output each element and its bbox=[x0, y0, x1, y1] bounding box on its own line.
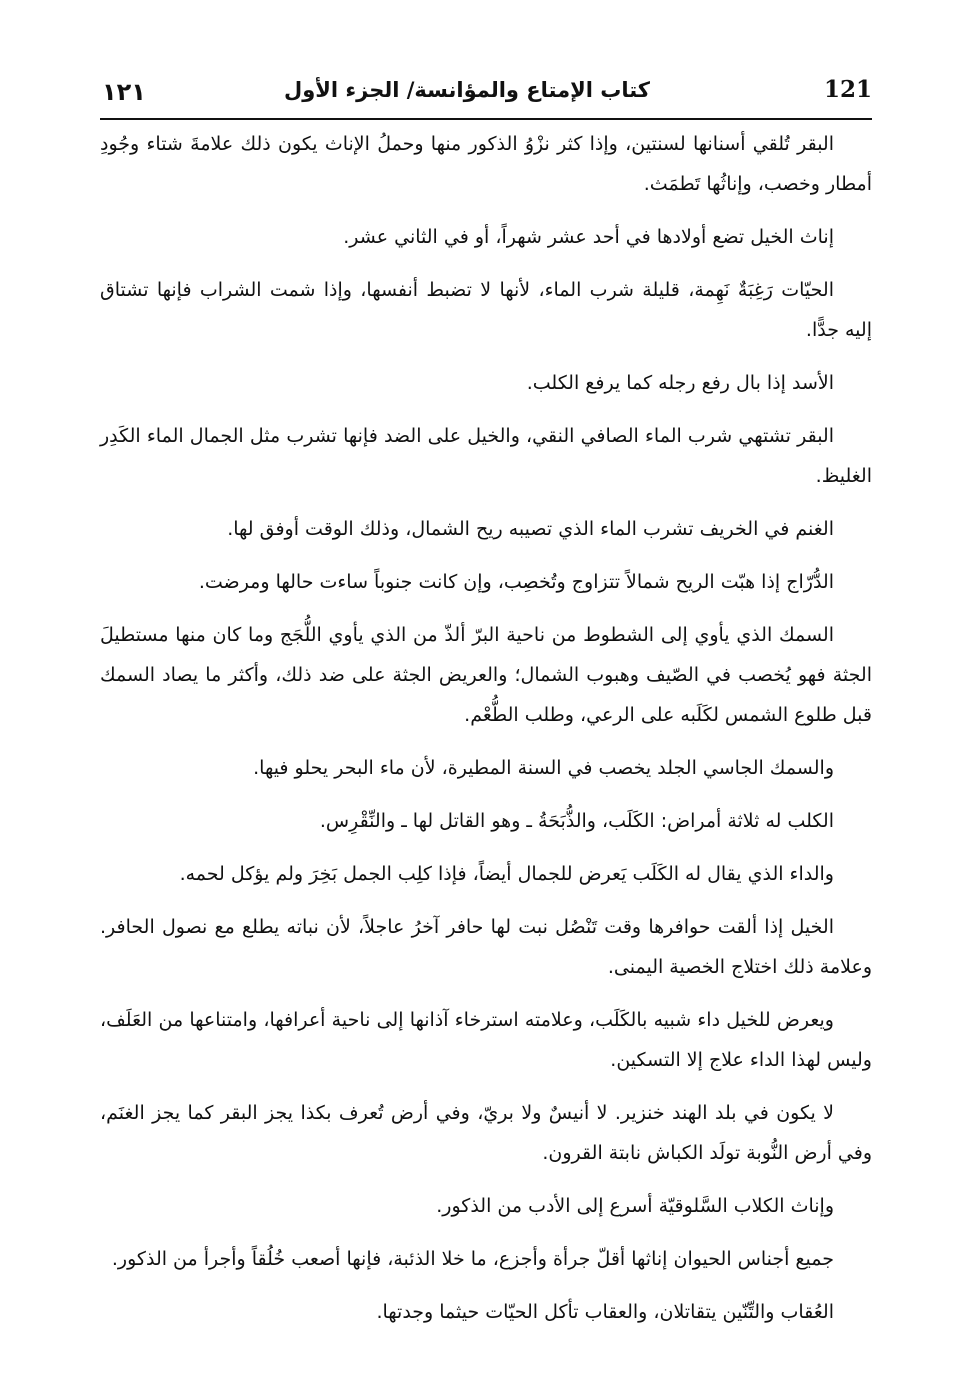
paragraph: الأسد إذا بال رفع رجله كما يرفع الكلب. bbox=[526, 372, 834, 394]
paragraph: والداء الذي يقال له الكَلَب يَعرض للجمال أيضاً، فإذا كلِب الجمل بَخِرَ ولم يؤكل لحمه. bbox=[179, 863, 834, 885]
paragraph: ويعرض للخيل داء شبيه بالكَلَب، وعلامته استرخاء آذانها إلى ناحية أعرافها، وامتناعها من العَلَف، وليس لهذا الداء علاج إلا التسكين. bbox=[100, 1009, 872, 1071]
body-text bbox=[100, 124, 872, 1345]
paragraph: والسمك الجاسي الجلد يخصب في السنة المطيرة، لأن ماء البحر يحلو فيها. bbox=[253, 757, 834, 779]
page-number-latin: 121 bbox=[823, 76, 872, 103]
paragraph: الخيل إذا ألقت حوافرها وقت تَنْصُل نبت لها حافر آخرُ عاجلاً، لأن نباته يطلع مع نصول الحافر. وعلامة ذلك اختلاج الخصية اليمنى. bbox=[100, 916, 872, 978]
paragraph: الدُّرّاج إذا هبّت الريح شمالاً تتزاوج وتُخصِب، وإن كانت جنوباً ساءت حالها ومرضت. bbox=[198, 571, 834, 593]
paragraph: وإناث الكلاب السَّلوقيّة أسرع إلى الأدب من الذكور. bbox=[436, 1195, 834, 1217]
paragraph: إناث الخيل تضع أولادها في أحد عشر شهراً، أو في الثاني عشر. bbox=[343, 226, 834, 248]
paragraph: الغنم في الخريف تشرب الماء الذي تصيبه ريح الشمال، وذلك الوقت أوفق لها. bbox=[227, 518, 834, 540]
paragraph: العُقاب والتِّنّين يتقاتلان، والعقاب تأكل الحيّات حيثما وجدتها. bbox=[376, 1301, 834, 1323]
paragraph: البقر تشتهي شرب الماء الصافي النقي، والخيل على الضد فإنها تشرب مثل الجمال الماء الكَدِر الغليظ. bbox=[100, 425, 872, 487]
paragraph: الحيّات رَغِبَةٌ نَهِمة، قليلة شرب الماء، لأنها لا تضبط أنفسها، وإذا شمت الشراب فإنها تشتاق إليه جدًّا. bbox=[100, 279, 872, 341]
running-title: كتاب الإمتاع والمؤانسة/ الجزء الأول bbox=[283, 78, 650, 102]
paragraph: الكلب له ثلاثة أمراض: الكَلَب، والذُّبَحَةُ ـ وهو القاتل لها ـ والنِّقْرِس. bbox=[319, 810, 834, 832]
paragraph: السمك الذي يأوي إلى الشطوط من ناحية البرّ ألذّ من الذي يأوي اللُّجَج وما كان منها مستطيلَ الجثة فهو يُخصب في الصّيف وهبوب الشمال؛ والعريض الجثة على ضد ذلك، وأكثر ما يصاد السمك قبل طلوع الشمس لكَلَبه على الرعي، وطلب الطُّعْم. bbox=[100, 624, 872, 726]
paragraph: لا يكون في بلد الهند خنزير. لا أنيسٌ ولا بريّ، وفي أرض تُعرف بكذا يجز البقر كما يجز الغنَم، وفي أرض النُّوبة تولَد الكباش نابتة القرون. bbox=[100, 1102, 872, 1164]
paragraph: جميع أجناس الحيوان إناثها أقلّ جرأة وأجزع، ما خلا الذئبة، فإنها أصعب خُلُقاً وأجرأ من الذكور. bbox=[111, 1248, 834, 1270]
paragraph: البقر تُلقي أسنانها لسنتين، وإذا كثر نزْوُ الذكور منها وحملُ الإناث يكون ذلك علامةَ شتاء وجُودِ أمطار وخصب، وإناثُها تَطمَث. bbox=[100, 133, 872, 195]
page-number-arabic: ١٢١ bbox=[102, 78, 146, 106]
page-header bbox=[100, 70, 872, 114]
header-rule bbox=[100, 118, 872, 120]
